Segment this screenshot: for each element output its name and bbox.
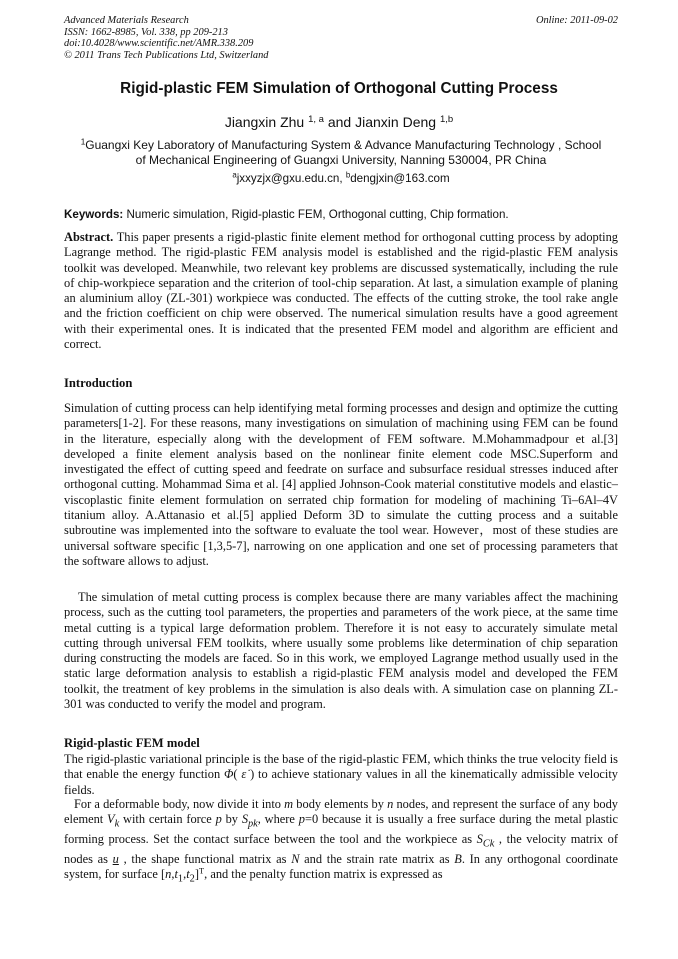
var-p: p — [215, 812, 222, 827]
affiliation — [64, 138, 618, 168]
comma: , — [183, 867, 187, 882]
section-heading-rigid-plastic: Rigid-plastic FEM model — [64, 736, 200, 750]
rp2-text: ] — [194, 867, 199, 882]
sub-1: 1 — [177, 873, 184, 885]
sub-k: k — [114, 818, 120, 830]
author-2: Jianxin Deng — [355, 114, 437, 130]
strain-rate-symbol: ε̇ — [241, 767, 247, 782]
comma: , — [171, 867, 175, 882]
var-V: V — [107, 812, 115, 827]
author-1-affil: 1, a — [308, 113, 324, 125]
var-u: u — [112, 851, 119, 866]
sub-pk: pk — [248, 818, 258, 830]
rp2-text: , the velocity matrix of nodes as — [64, 832, 618, 866]
author-and: and — [327, 114, 352, 130]
var-t: t — [174, 867, 178, 882]
var-S: S — [476, 832, 483, 847]
var-S: S — [241, 812, 249, 827]
email-b: dengjxin@163.com — [350, 172, 450, 185]
rp2-text: For a deformable body, now divide it into — [74, 797, 285, 811]
email-a-marker: a — [232, 170, 237, 180]
affil-line-1: Guangxi Key Laboratory of Manufacturing System & Advance Manufacturing Technology , School — [85, 138, 602, 152]
rp2-text: and the strain rate matrix as — [299, 851, 455, 866]
journal-name: Advanced Materials Research — [64, 15, 189, 26]
phi-symbol: Φ — [223, 767, 234, 782]
var-m: m — [284, 797, 294, 811]
var-B: B — [454, 851, 462, 866]
var-n: n — [387, 797, 394, 811]
rp2-text: =0 because it is usually a free surface during the metal plastic forming process. Set the contact surface between the tool and the workpiece as — [64, 812, 618, 847]
email-a: jxxyzjx@gxu.edu.cn, — [236, 172, 343, 185]
rp1-text-a: The rigid-plastic variational principle is the base of the rigid-plastic FEM, which thinks the true velocity field is that enable the energy function — [64, 752, 618, 782]
rigid-plastic-paragraph-1 — [64, 752, 618, 798]
var-p: p — [298, 812, 305, 827]
var-n: n — [165, 867, 172, 882]
rp2-text: body elements by — [293, 797, 388, 811]
rp1-paren: ( — [233, 767, 242, 782]
affil-marker: 1 — [80, 137, 86, 147]
author-1: Jiangxin Zhu — [224, 114, 305, 130]
copyright-line: © 2011 Trans Tech Publications Ltd, Switzerland — [64, 49, 269, 61]
rp2-text: , and the penalty function matrix is expressed as — [204, 867, 443, 882]
intro-paragraph-2: The simulation of metal cutting process is complex because there are many variables affect the machining process, such as the cutting tool parameters, the properties and parameters of the work piece, at the same time metal cutting is a typical large deformation problem. Therefore it is not easy to accurately simulate metal cutting through universal FEM toolkits, where usually some problems like determination of chip separation during constructing the models are faced. So in this work, we employed Lagrange method usually used in the static large deformation analysis to establish a rigid-plastic FEM analysis model and developed the FEM toolkit, the treatment of key problems in the simulation is also deals with. A simulation case on planning ZL-301 was conducted to verify the model and program. — [64, 590, 618, 712]
keywords-label: Keywords: — [64, 208, 124, 221]
abstract — [64, 230, 618, 352]
keywords-text: Numeric simulation, Rigid-plastic FEM, Orthogonal cutting, Chip formation. — [126, 208, 509, 221]
rp2-text: nodes, and represent the surface of any body element — [64, 797, 618, 827]
online-date: Online: 2011-09-02 — [535, 15, 618, 26]
var-t: t — [186, 867, 190, 882]
var-N: N — [291, 851, 300, 866]
rp1-text-b: ) to achieve stationary values in all the kinematically admissible velocity fields. — [64, 767, 618, 797]
journal-header — [64, 15, 618, 61]
rp2-text: , where — [257, 812, 299, 827]
author-line — [40, 114, 638, 130]
sup-T: T — [198, 865, 205, 876]
email-b-marker: b — [345, 170, 351, 180]
paper-title: Rigid-plastic FEM Simulation of Orthogonal Cutting Process — [120, 80, 558, 97]
issn-line: ISSN: 1662-8985, Vol. 338, pp 209-213 — [64, 26, 228, 38]
affil-line-2: of Mechanical Engineering of Guangxi University, Nanning 530004, PR China — [135, 153, 547, 167]
intro-paragraph-1: Simulation of cutting process can help identifying metal forming processes and design and optimize the cutting parameters[1-2]. For these reasons, many investigations on simulation of machining using FEM can be found in the literature, especially along with the development of FEM software. M.Mohammadpour et al.[3] developed a finite element analysis based on the nonlinear finite element code MSC.Superform and investigated the effect of cutting speed and feedrate on surface and subsurface residual stresses induced after orthogonal cutting. Mohammad Sima et al. [4] applied Johnson-Cook material constitutive models and elastic–viscoplastic finite element formulation on serrated chip formation for modeling of machining Ti–6Al–4V titanium alloy. A.Attanasio et al.[5] applied Deform 3D to simulate the cutting process and a suitable subroutine was implemented into the software to evaluate the tool wear. However，most of these studies are universal software specific [1,3,5-7], narrowing on one application and one set of processing parameters that the software allows to adjust. — [64, 401, 618, 568]
section-heading-introduction: Introduction — [64, 376, 133, 390]
abstract-label: Abstract. — [64, 230, 114, 244]
doi-line: doi:10.4028/www.scientific.net/AMR.338.209 — [64, 38, 254, 50]
rigid-plastic-paragraph-2 — [64, 797, 618, 887]
author-2-affil: 1,b — [439, 113, 454, 125]
sub-Ck: Ck — [482, 838, 495, 850]
rp2-text: with certain force — [119, 812, 216, 827]
abstract-text: This paper presents a rigid-plastic finite element method for orthogonal cutting process by adopting Lagrange method. The rigid-plastic FEM analysis model is established and the rigid-plastic FEM analysis toolkit was developed. Meanwhile, two relevant key problems are discussed systematically, including the rule of chip-workpiece separation and the criterion of tool-chip separation. At last, a simulation example of planing an aluminium alloy (ZL-301) workpiece was conducted. The effects of the cutting stroke, the tool rake angle and the friction coefficient on chip were observed. The numerical simulation results have a good agreement with their experimental ones. It is indicated that the presented FEM model and algorithm are efficient and correct. — [64, 230, 619, 352]
rp2-text: by — [221, 812, 242, 827]
rp2-text: . In any orthogonal coordinate system, for surface [ — [64, 851, 618, 882]
rp2-text: , the shape functional matrix as — [118, 851, 292, 866]
sub-2: 2 — [189, 873, 195, 885]
keywords — [64, 208, 618, 221]
email-line — [64, 172, 618, 185]
